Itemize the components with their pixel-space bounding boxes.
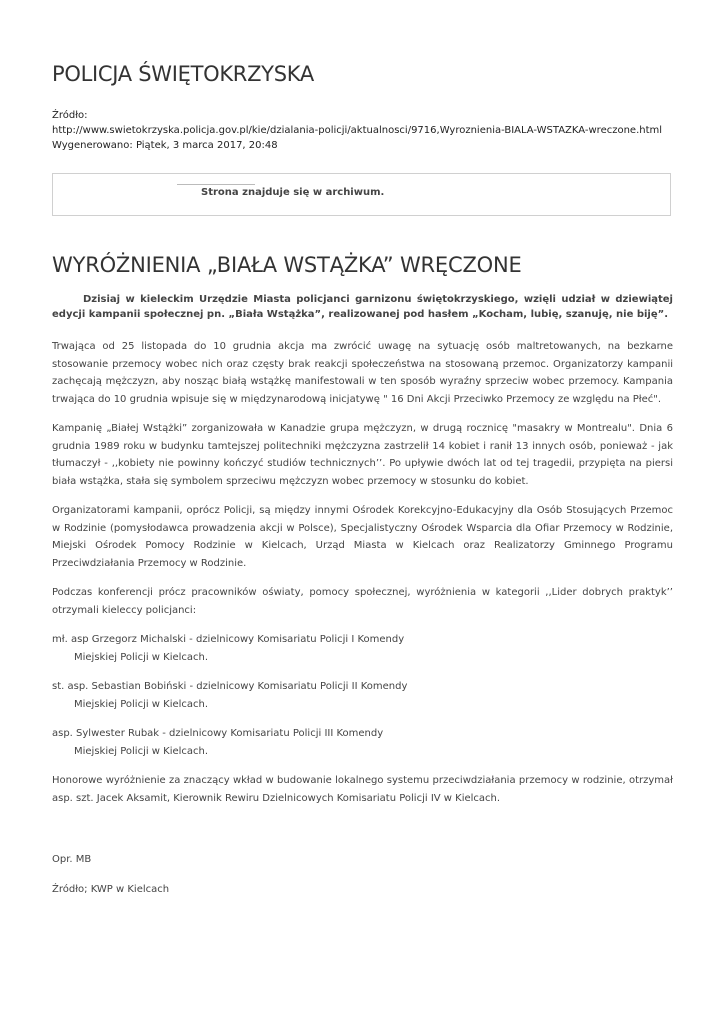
article-closing: Honorowe wyróżnienie za znaczący wkład w budowanie lokalnego systemu przeciwdziałania przemocy w rodzinie, otrzymał asp. szt. Jacek Aksamit, Kierownik Rewiru Dzielnicowych Komisariatu Policji IV w Kielcach.: [52, 775, 673, 804]
archive-notice: Strona znajduje się w archiwum.: [201, 187, 385, 198]
awardee-name: mł. asp Grzegorz Michalski - dzielnicowy Komisariatu Policji I Komendy: [52, 634, 405, 645]
article-paragraph: Trwająca od 25 listopada do 10 grudnia akcja ma zwrócić uwagę na sytuację osób maltretowanych, na bezkarne stosowanie przemocy wobec nich oraz częsty brak reakcji społeczeństwa na stosowaną przemoc. Organizatorzy kampanii zachęcają mężczyzn, aby nosząc białą wstążkę manifestowali w ten sposób wyraźny sprzeciw wobec przemocy. Kampania trwająca do 10 grudnia wpisuje się w międzynarodową inicjatywę " 16 Dni Akcji Przeciwko Przemocy ze względu na Płeć".: [52, 341, 673, 405]
awardee-unit: Miejskiej Policji w Kielcach.: [74, 698, 209, 710]
awardee-item: [52, 631, 673, 666]
archive-divider: [177, 184, 255, 185]
awardee-unit: Miejskiej Policji w Kielcach.: [74, 745, 209, 757]
source-meta: [52, 108, 662, 153]
awardee-item: [52, 725, 673, 760]
article-title: WYRÓŻNIENIA „BIAŁA WSTĄŻKA” WRĘCZONE: [52, 253, 522, 277]
archive-notice-box: [52, 173, 671, 216]
article-source: Źródło; KWP w Kielcach: [52, 884, 170, 895]
article-body: [52, 338, 673, 819]
awardee-unit: Miejskiej Policji w Kielcach.: [74, 651, 209, 663]
article-paragraph: Podczas konferencji prócz pracowników oświaty, pomocy społecznej, wyróżnienia w kategorii ,,Lider dobrych praktyk’’ otrzymali kieleccy policjanci:: [52, 587, 673, 616]
site-title: POLICJA ŚWIĘTOKRZYSKA: [52, 62, 314, 86]
source-url: http://www.swietokrzyska.policja.gov.pl/kie/dzialania-policji/aktualnosci/9716,Wyroznienia-BIALA-WSTAZKA-wreczone.html: [52, 125, 663, 136]
article-author: Opr. MB: [52, 854, 92, 865]
source-label: Źródło:: [52, 110, 88, 121]
article-paragraph: Kampanię „Białej Wstążki” zorganizowała w Kanadzie grupa mężczyzn, w drugą rocznicę "masakry w Montrealu". Dnia 6 grudnia 1989 roku w budynku tamtejszej politechniki mężczyzna zastrzelił 14 kobiet i ranił 13 innych osób, ponieważ - jak tłumaczył - ,,kobiety nie powinny kończyć studiów technicznych’’. Po upływie dwóch lat od tej tragedii, przypięta na piersi biała wstążka, stała się symbolem sprzeciwu mężczyzn wobec przemocy w stosunku do kobiet.: [52, 423, 673, 487]
article-paragraph: Organizatorami kampanii, oprócz Policji, są między innymi Ośrodek Korekcyjno-Edukacyjny dla Osób Stosujących Przemoc w Rodzinie (pomysłodawca prowadzenia akcji w Polsce), Specjalistyczny Ośrodek Wsparcia dla Ofiar Przemocy w Rodzinie, Miejski Ośrodek Pomocy Rodzinie w Kielcach, Urząd Miasta w Kielcach oraz Realizatorzy Gminnego Programu Przeciwdziałania Przemocy w Rodzinie.: [52, 505, 673, 569]
awardee-name: asp. Sylwester Rubak - dzielnicowy Komisariatu Policji III Komendy: [52, 728, 384, 739]
awardee-name: st. asp. Sebastian Bobiński - dzielnicowy Komisariatu Policji II Komendy: [52, 681, 408, 692]
article-lead: Dzisiaj w kieleckim Urzędzie Miasta policjanci garnizonu świętokrzyskiego, wzięli udział w dziewiątej edycji kampanii społecznej pn. „Biała Wstążka”, realizowanej pod hasłem „Kocham, lubię, szanuję, nie biję”.: [52, 294, 673, 320]
generated-date: Wygenerowano: Piątek, 3 marca 2017, 20:48: [52, 140, 278, 151]
awardee-item: [52, 678, 673, 713]
